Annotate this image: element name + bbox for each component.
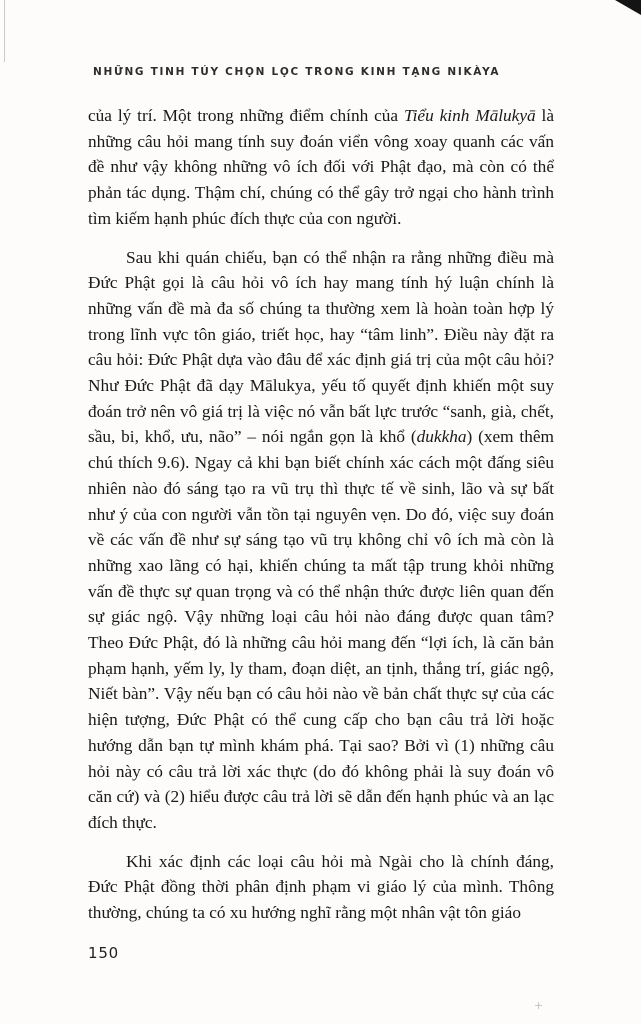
page-crease-line: [4, 0, 5, 62]
italic-text-run: dukkha: [416, 427, 467, 447]
paragraph: [88, 849, 554, 926]
page-number: 150: [88, 944, 120, 962]
running-header: NHỮNG TINH TÚY CHỌN LỌC TRONG KINH TẠNG NIKÀYA: [93, 66, 501, 78]
paragraph: [88, 103, 554, 232]
scan-artifact-plus: +: [534, 999, 544, 1012]
text-run: Khi xác định các loại câu hỏi mà Ngài cho là chính đáng, Đức Phật đồng thời phân định phạm vi giáo lý của mình. Thông thường, chúng ta có xu hướng nghĩ rằng một nhân vật tôn giáo: [88, 851, 554, 923]
text-run: Sau khi quán chiếu, bạn có thể nhận ra rằng những điều mà Đức Phật gọi là câu hỏi vô ích hay mang tính hý luận chính là những vấn đề mà đa số chúng ta thường xem là hoàn toàn hợp lý trong lĩnh vực tôn giáo, triết học, hay “tâm linh”. Điều này đặt ra câu hỏi: Đức Phật dựa vào đâu để xác định giá trị của một câu hỏi? Như Đức Phật đã dạy Mālukya, yếu tố quyết định khiến một suy đoán trở nên vô giá trị là việc nó vẫn bất lực trước “sanh, già, chết, sầu, bi, khổ, ưu, não” – nói ngắn gọn là khổ (: [88, 247, 554, 447]
paragraph: [88, 245, 554, 836]
italic-text-run: Tiểu kinh Mālukyā: [403, 106, 536, 125]
page-corner-fold: [615, 0, 641, 15]
text-run: là những câu hỏi mang tính suy đoán viển vông xoay quanh các vấn đề như vậy không những vô ích đối với Phật đạo, mà còn có thể phản tác dụng. Thậm chí, chúng có thể gây trở ngại cho hành trình tìm kiếm hạnh phúc đích thực của con người.: [88, 106, 555, 228]
text-run: ) (xem thêm chú thích 9.6). Ngay cả khi bạn biết chính xác cách một đấng siêu nhiên nào đó sáng tạo ra vũ trụ thì thực tế về sinh, lão và sự bất như ý của con người vẫn tồn tại nguyên vẹn. Do đó, việc suy đoán về các vấn đề như sự sáng tạo vũ trụ không chỉ vô ích mà còn là những xao lãng có hại, khiến chúng ta mất tập trung khỏi những vấn đề thực sự quan trọng và có thể nhận thức được liên quan đến sự giác ngộ. Vậy những loại câu hỏi nào đáng được quan tâm? Theo Đức Phật, đó là những câu hỏi mang đến “lợi ích, là căn bản phạm hạnh, yếm ly, ly tham, đoạn diệt, an tịnh, thắng trí, giác ngộ, Niết bàn”. Vậy nếu bạn có câu hỏi nào về bản chất thực sự của các hiện tượng, Đức Phật có thể cung cấp cho bạn câu trả lời hoặc hướng dẫn bạn tự mình khám phá. Tại sao? Bởi vì (1) những câu hỏi này có câu trả lời xác thực (do đó không phải là suy đoán vô căn cứ) và (2) hiểu được câu trả lời sẽ dẫn đến hạnh phúc và an lạc đích thực.: [88, 427, 554, 832]
body-text: [88, 103, 554, 939]
text-run: của lý trí. Một trong những điểm chính của: [88, 106, 404, 125]
